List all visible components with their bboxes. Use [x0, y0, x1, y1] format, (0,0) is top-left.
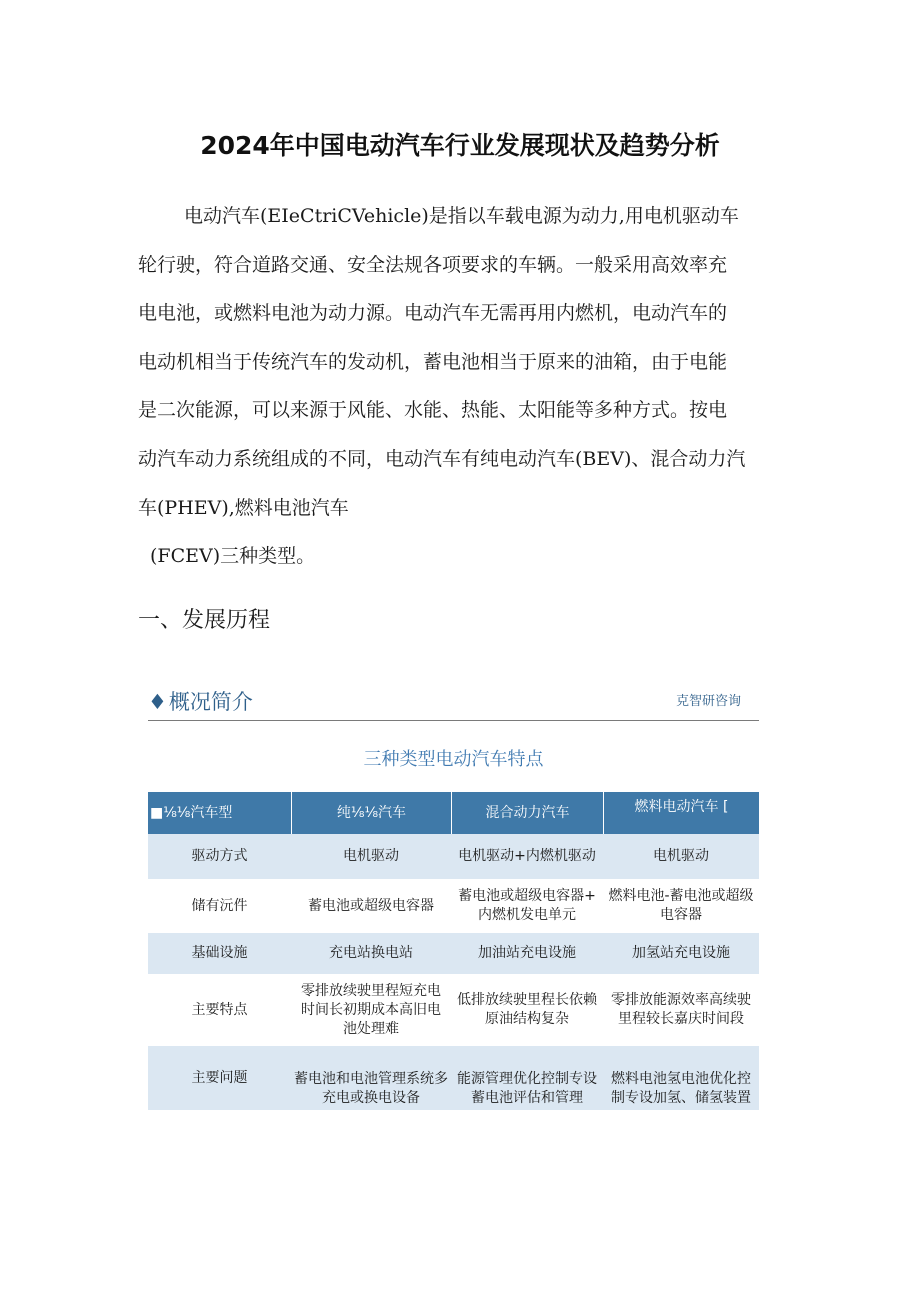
- overview-header: [148, 686, 759, 721]
- brand-label: 克智研咨询: [675, 694, 741, 709]
- table-row: [148, 933, 759, 974]
- table-cell: 零排放续驶里程短充电 时间长初期成本高旧电 池处理难: [301, 982, 441, 1037]
- table-cell: 加油站充电设施: [478, 945, 576, 961]
- table-cell: 蓄电池和电池管理系统多 充电或换电设备: [294, 1071, 448, 1106]
- table-cell: 燃料电池-蓄电池或超级 电容器: [608, 888, 754, 923]
- table-cell: 蓄电池或超级电容器+ 内燃机发电单元: [458, 888, 596, 923]
- overview-title-text: 概况简介: [168, 690, 253, 714]
- table-header-cell: 燃料电动汽车 [: [603, 792, 759, 834]
- table-row: [148, 834, 759, 879]
- intro-line: 电动机相当于传统汽车的发动机，蓄电池相当于原来的油箱，由于电能: [138, 350, 728, 373]
- table-cell: 电机驱动: [653, 848, 709, 864]
- diamond-icon: ♦: [148, 690, 167, 714]
- intro-line: (FCEV)三种类型。: [150, 545, 316, 568]
- table-cell: 电机驱动+内燃机驱动: [458, 848, 596, 864]
- table-cell: 低排放续驶里程长依赖 原油结构复杂: [457, 992, 597, 1027]
- table-row: [148, 974, 759, 1046]
- table-header-cell: ■⅛⅛汽车型: [150, 804, 233, 821]
- table-row: [148, 879, 759, 933]
- table-cell: 加氢站充电设施: [632, 945, 730, 961]
- overview-title: [148, 686, 253, 716]
- table-header-cell: 纯⅛⅛汽车: [291, 792, 451, 834]
- table-row-label: 主要问题: [191, 1069, 248, 1086]
- intro-paragraph: [138, 192, 768, 581]
- table-row-label: 基础设施: [191, 945, 248, 961]
- table-caption: 三种类型电动汽车特点: [363, 749, 544, 770]
- page-title: 2024年中国电动汽车行业发展现状及趋势分析: [200, 131, 720, 160]
- intro-line: 电动汽车(EIeCtriCVehicle)是指以车载电源为动力,用电机驱动车: [184, 205, 739, 227]
- table-row-label: 储有沅件: [191, 897, 248, 914]
- table-cell: 能源管理优化控制专设 蓄电池评估和管理: [457, 1071, 597, 1106]
- table-cell: 蓄电池或超级电容器: [308, 897, 434, 914]
- intro-line: 是二次能源，可以来源于风能、水能、热能、太阳能等多种方式。按电: [138, 399, 728, 422]
- ev-types-table: [148, 792, 759, 1110]
- table-row-label: 主要特点: [191, 1001, 248, 1018]
- intro-line: 电电池，或燃料电池为动力源。电动汽车无需再用内燃机，电动汽车的: [138, 302, 728, 325]
- table-header-row: [148, 792, 759, 834]
- table-row: [148, 1046, 759, 1110]
- table-header-cell: 混合动力汽车: [451, 792, 603, 834]
- intro-line: 车(PHEV),燃料电池汽车: [138, 496, 349, 519]
- table-cell: 电机驱动: [343, 848, 399, 864]
- table-cell: 燃料电池氢电池优化控 制专设加氢、储氢装置: [611, 1071, 751, 1106]
- section-heading: 一、发展历程: [138, 608, 271, 633]
- intro-line: 动汽车动力系统组成的不同，电动汽车有纯电动汽车(BEV)、混合动力汽: [138, 447, 746, 470]
- table-row-label: 驱动方式: [191, 848, 248, 864]
- table-cell: 充电站换电站: [329, 945, 413, 961]
- table-cell: 零排放能源效率高续驶 里程较长嘉庆时间段: [611, 992, 751, 1027]
- intro-line: 轮行驶，符合道路交通、安全法规各项要求的车辆。一般采用高效率充: [138, 253, 728, 276]
